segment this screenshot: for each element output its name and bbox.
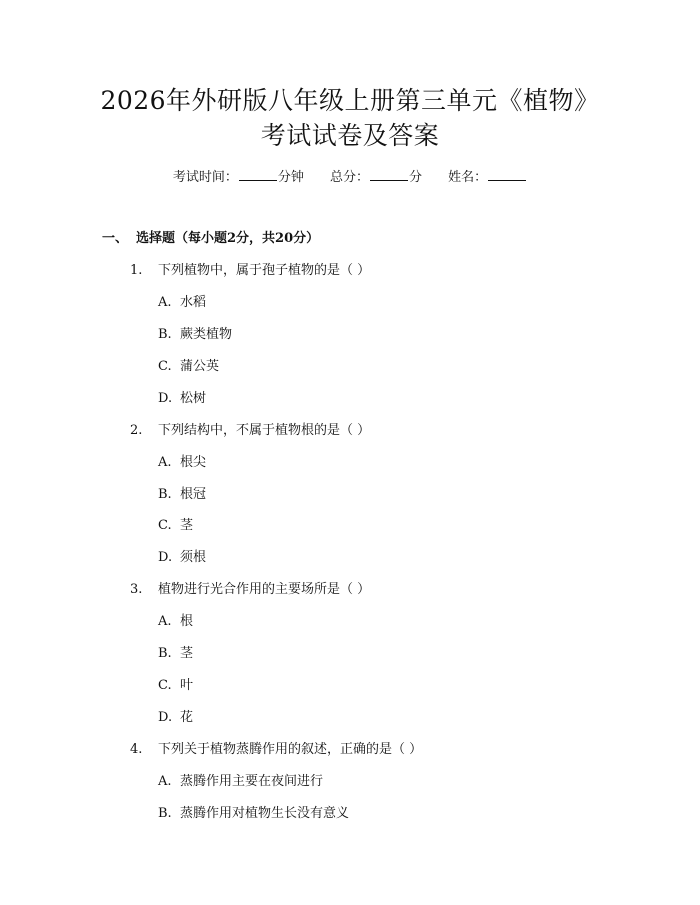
option-letter: A. bbox=[158, 774, 172, 789]
time-field bbox=[173, 168, 304, 187]
question-number: 4. bbox=[130, 742, 143, 757]
score-field bbox=[330, 168, 422, 187]
score-blank bbox=[370, 168, 408, 181]
option-1d bbox=[158, 389, 206, 409]
question-text: 下列植物中，属于孢子植物的是（ ） bbox=[158, 263, 371, 278]
question-number: 2. bbox=[130, 423, 143, 438]
name-label: 姓名： bbox=[448, 170, 488, 185]
option-1a bbox=[158, 293, 206, 313]
question-3 bbox=[130, 580, 370, 600]
option-letter: A. bbox=[158, 455, 172, 470]
name-field bbox=[448, 168, 527, 187]
option-letter: B. bbox=[158, 487, 172, 502]
option-letter: B. bbox=[158, 806, 172, 821]
option-text: 花 bbox=[180, 710, 194, 725]
question-number: 1. bbox=[130, 263, 143, 278]
option-1c bbox=[158, 357, 219, 377]
option-text: 根冠 bbox=[180, 487, 207, 502]
option-text: 蒸腾作用主要在夜间进行 bbox=[180, 774, 324, 789]
score-unit: 分 bbox=[409, 170, 423, 185]
option-3a bbox=[158, 612, 193, 632]
option-text: 茎 bbox=[180, 518, 194, 533]
option-2c bbox=[158, 516, 193, 536]
option-4a bbox=[158, 772, 323, 792]
option-text: 蒸腾作用对植物生长没有意义 bbox=[180, 806, 350, 821]
option-letter: A. bbox=[158, 295, 172, 310]
option-3b bbox=[158, 644, 193, 664]
question-1 bbox=[130, 261, 370, 281]
page-title-line-1: 2026年外研版八年级上册第三单元《植物》 bbox=[100, 86, 600, 115]
time-label: 考试时间： bbox=[172, 170, 238, 185]
option-letter: C. bbox=[158, 678, 172, 693]
option-text: 茎 bbox=[180, 646, 194, 661]
option-letter: D. bbox=[158, 391, 173, 406]
section-number: 一、 bbox=[102, 231, 129, 246]
option-text: 蒲公英 bbox=[180, 359, 220, 374]
option-letter: D. bbox=[158, 550, 173, 565]
question-4 bbox=[130, 740, 422, 760]
option-text: 须根 bbox=[180, 550, 207, 565]
option-letter: D. bbox=[158, 710, 173, 725]
option-text: 水稻 bbox=[180, 295, 207, 310]
section-heading bbox=[102, 229, 319, 249]
option-text: 松树 bbox=[180, 391, 207, 406]
question-text: 下列结构中，不属于植物根的是（ ） bbox=[158, 423, 371, 438]
option-letter: C. bbox=[158, 518, 172, 533]
option-letter: A. bbox=[158, 614, 172, 629]
option-letter: B. bbox=[158, 327, 172, 342]
option-text: 蕨类植物 bbox=[180, 327, 233, 342]
option-4b bbox=[158, 804, 349, 824]
section-title: 选择题（每小题2分，共20分） bbox=[136, 231, 320, 246]
option-letter: C. bbox=[158, 359, 172, 374]
option-1b bbox=[158, 325, 232, 345]
question-text: 植物进行光合作用的主要场所是（ ） bbox=[158, 582, 371, 597]
option-2a bbox=[158, 453, 206, 473]
time-unit: 分钟 bbox=[277, 170, 304, 185]
page-title-line-2: 考试试卷及答案 bbox=[260, 121, 440, 150]
score-label: 总分： bbox=[329, 170, 369, 185]
question-number: 3. bbox=[130, 582, 143, 597]
exam-meta bbox=[0, 168, 700, 187]
option-text: 根尖 bbox=[180, 455, 207, 470]
option-3c bbox=[158, 676, 193, 696]
question-2 bbox=[130, 421, 370, 441]
option-text: 根 bbox=[180, 614, 194, 629]
question-text: 下列关于植物蒸腾作用的叙述，正确的是（ ） bbox=[158, 742, 423, 757]
time-blank bbox=[239, 168, 277, 181]
name-blank bbox=[488, 168, 526, 181]
option-3d bbox=[158, 708, 193, 728]
option-2d bbox=[158, 548, 206, 568]
option-2b bbox=[158, 485, 206, 505]
option-text: 叶 bbox=[180, 678, 194, 693]
option-letter: B. bbox=[158, 646, 172, 661]
